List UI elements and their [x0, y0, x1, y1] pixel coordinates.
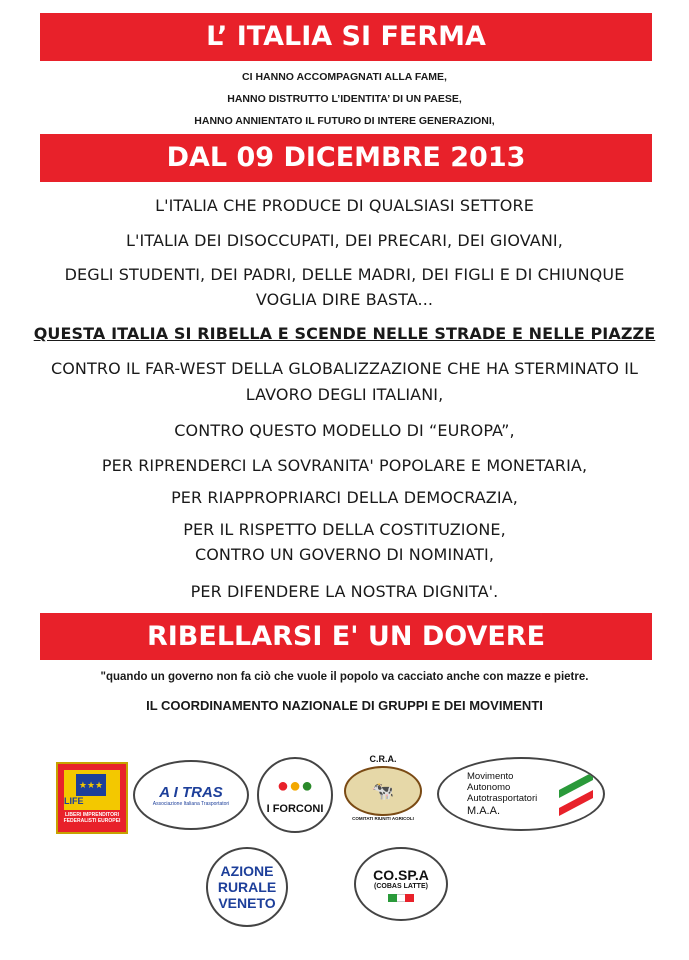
body-line-6: CONTRO IL FAR-WEST DELLA GLOBALIZZAZIONE CHE HA STERMINATO IL	[50, 359, 639, 378]
life-logo	[56, 762, 128, 834]
eu-flag-icon: ★★★	[76, 774, 106, 796]
body-line-2: L'ITALIA DEI DISOCCUPATI, DEI PRECARI, DEI GIOVANI,	[126, 231, 563, 250]
cra-name: C.R.A.	[369, 754, 397, 764]
maa-line-2: Autonomo	[467, 782, 511, 793]
date-banner: DAL 09 DICEMBRE 2013	[40, 134, 652, 182]
italian-flag-icon	[388, 894, 414, 902]
title-banner: L’ ITALIA SI FERMA	[40, 13, 652, 61]
body-headline: QUESTA ITALIA SI RIBELLA E SCENDE NELLE STRADE E NELLE PIAZZE	[33, 324, 656, 343]
signature-text: IL COORDINAMENTO NAZIONALE DI GRUPPI E DEI MOVIMENTI	[146, 698, 543, 713]
body-line-9: PER RIPRENDERCI LA SOVRANITA' POPOLARE E MONETARIA,	[101, 456, 588, 475]
cra-caption: COMITATI RIUNITI AGRICOLI	[352, 816, 414, 821]
slogan-banner: RIBELLARSI E' UN DOVERE	[40, 613, 652, 660]
body-line-10: PER RIAPPROPRIARCI DELLA DEMOCRAZIA,	[171, 488, 518, 507]
life-name: LIFE	[64, 796, 84, 806]
intro-line-1: CI HANNO ACCOMPAGNATI ALLA FAME,	[242, 71, 447, 83]
aitras-logo	[133, 760, 249, 830]
cospa-caption: (COBAS LATTE)	[374, 882, 428, 890]
intro-line-3: HANNO ANNIENTATO IL FUTURO DI INTERE GENERAZIONI,	[194, 115, 495, 127]
body-line-11: PER IL RISPETTO DELLA COSTITUZIONE,	[183, 520, 506, 539]
body-line-13: PER DIFENDERE LA NOSTRA DIGNITA'.	[190, 582, 499, 601]
aitras-caption: Associazione Italiana Trasportatori	[152, 800, 230, 807]
quote-text: "quando un governo non fa ciò che vuole il popolo va cacciato anche con mazze e pietre.	[100, 671, 589, 683]
cospa-logo	[354, 847, 448, 921]
body-line-8: CONTRO QUESTO MODELLO DI “EUROPA”,	[174, 421, 515, 440]
body-line-12: CONTRO UN GOVERNO DI NOMINATI,	[194, 545, 495, 564]
intro-line-2: HANNO DISTRUTTO L’IDENTITA’ DI UN PAESE,	[227, 93, 462, 105]
aitras-name: A I TRAS	[159, 783, 223, 801]
maa-line-1: Movimento	[467, 771, 514, 782]
maa-line-4: M.A.A.	[467, 805, 501, 817]
azione-rurale-veneto-logo	[206, 847, 288, 927]
italian-flag-swoosh-icon	[559, 781, 593, 811]
cra-logo	[341, 754, 425, 832]
azione-line-3: VENETO	[218, 895, 276, 911]
life-caption: LIBERI IMPRENDITORI FEDERALISTI EUROPEI	[63, 812, 121, 824]
people-icon: ●●●	[276, 775, 314, 797]
body-line-3: DEGLI STUDENTI, DEI PADRI, DELLE MADRI, DEI FIGLI E DI CHIUNQUE	[64, 265, 625, 284]
body-line-4: VOGLIA DIRE BASTA...	[255, 290, 434, 309]
azione-line-2: RURALE	[217, 879, 277, 895]
body-line-1: L'ITALIA CHE PRODUCE DI QUALSIASI SETTORE	[155, 196, 534, 215]
farm-animals-icon: 🐄	[344, 766, 422, 816]
maa-logo	[437, 757, 605, 831]
forconi-logo	[257, 757, 333, 833]
forconi-name: I FORCONI	[266, 803, 324, 815]
azione-line-1: AZIONE	[220, 863, 274, 879]
maa-line-3: Autotrasportatori	[467, 793, 538, 804]
body-line-7: LAVORO DEGLI ITALIANI,	[245, 385, 444, 404]
cospa-name: CO.SP.A	[373, 866, 429, 883]
